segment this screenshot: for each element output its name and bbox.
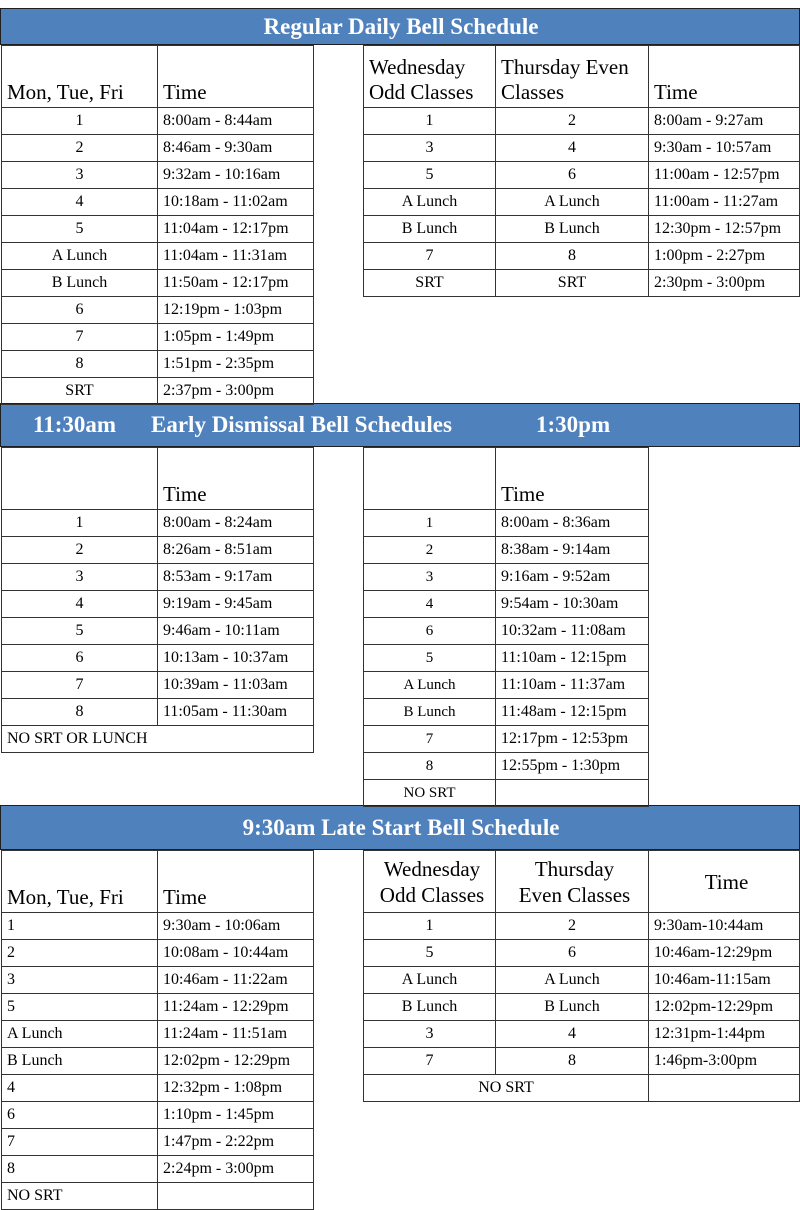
regular-right-row-4-col-2: 12:30pm - 12:57pm	[648, 215, 800, 243]
regular-left-row-2-col-0: 3	[1, 161, 158, 189]
early-right-row-1-col-0: 2	[363, 536, 496, 564]
regular-right-header-0: Wednesday Odd Classes	[363, 45, 496, 108]
early-dismissal-right-time: 1:30pm	[536, 412, 611, 437]
early-left-row-4-col-1: 9:46am - 10:11am	[157, 617, 314, 645]
late-left-row-8-col-1: 1:47pm - 2:22pm	[157, 1128, 314, 1156]
late-right-row-1-col-2: 10:46am-12:29pm	[648, 939, 800, 967]
late-right-row-1-col-0: 5	[363, 939, 496, 967]
regular-right-header-2: Time	[648, 45, 800, 108]
late-right-row-4-col-1: 4	[495, 1020, 649, 1048]
late-right-row-5-col-0: 7	[363, 1047, 496, 1075]
late-left-row-3-col-0: 5	[1, 993, 158, 1021]
early-right-row-6-col-1: 11:10am - 11:37am	[495, 671, 649, 699]
late-left-row-0-col-0: 1	[1, 912, 158, 940]
regular-left-row-7-col-1: 12:19pm - 1:03pm	[157, 296, 314, 324]
early-right-row-5-col-0: 5	[363, 644, 496, 672]
late-right-header-1: Thursday Even Classes	[495, 850, 649, 913]
early-left-row-3-col-0: 4	[1, 590, 158, 618]
regular-right-row-2-col-0: 5	[363, 161, 496, 189]
early-left-row-5-col-0: 6	[1, 644, 158, 672]
late-start-banner	[0, 805, 800, 850]
early-right-row-2-col-0: 3	[363, 563, 496, 591]
regular-left-row-10-col-1: 2:37pm - 3:00pm	[157, 377, 314, 405]
late-left-header-0: Mon, Tue, Fri	[1, 850, 158, 913]
regular-left-header-0: Mon, Tue, Fri	[1, 45, 158, 108]
regular-right-row-5-col-1: 8	[495, 242, 649, 270]
regular-right-row-2-col-1: 6	[495, 161, 649, 189]
regular-left-row-5-col-0: A Lunch	[1, 242, 158, 270]
early-left-row-1-col-1: 8:26am - 8:51am	[157, 536, 314, 564]
early-left-row-2-col-0: 3	[1, 563, 158, 591]
regular-schedule-banner	[0, 8, 800, 45]
late-left-row-2-col-0: 3	[1, 966, 158, 994]
late-left-row-7-col-0: 6	[1, 1101, 158, 1129]
late-right-footer: NO SRT	[363, 1074, 649, 1102]
early-left-row-4-col-0: 5	[1, 617, 158, 645]
late-left-footer: NO SRT	[1, 1182, 158, 1210]
regular-left-row-3-col-0: 4	[1, 188, 158, 216]
regular-right-row-2-col-2: 11:00am - 12:57pm	[648, 161, 800, 189]
late-right-row-3-col-0: B Lunch	[363, 993, 496, 1021]
early-dismissal-title: Early Dismissal Bell Schedules	[151, 412, 452, 437]
early-right-row-6-col-0: A Lunch	[363, 671, 496, 699]
early-right-header-1: Time	[495, 447, 649, 510]
early-left-row-0-col-0: 1	[1, 509, 158, 537]
early-right-row-1-col-1: 8:38am - 9:14am	[495, 536, 649, 564]
late-right-row-4-col-0: 3	[363, 1020, 496, 1048]
regular-right-row-1-col-0: 3	[363, 134, 496, 162]
early-right-row-9-col-1: 12:55pm - 1:30pm	[495, 752, 649, 780]
regular-right-row-3-col-0: A Lunch	[363, 188, 496, 216]
regular-left-row-9-col-1: 1:51pm - 2:35pm	[157, 350, 314, 378]
late-right-row-2-col-0: A Lunch	[363, 966, 496, 994]
late-right-footer-empty	[648, 1074, 800, 1102]
regular-left-row-8-col-0: 7	[1, 323, 158, 351]
early-right-footer-empty	[495, 779, 649, 807]
late-left-row-5-col-0: B Lunch	[1, 1047, 158, 1075]
early-left-row-0-col-1: 8:00am - 8:24am	[157, 509, 314, 537]
late-right-row-2-col-1: A Lunch	[495, 966, 649, 994]
regular-schedule-title: Regular Daily Bell Schedule	[263, 13, 539, 39]
late-left-row-1-col-1: 10:08am - 10:44am	[157, 939, 314, 967]
early-left-row-6-col-1: 10:39am - 11:03am	[157, 671, 314, 699]
early-right-row-4-col-0: 6	[363, 617, 496, 645]
regular-left-row-6-col-1: 11:50am - 12:17pm	[157, 269, 314, 297]
regular-left-row-1-col-1: 8:46am - 9:30am	[157, 134, 314, 162]
regular-right-row-0-col-0: 1	[363, 107, 496, 135]
late-start-title: 9:30am Late Start Bell Schedule	[242, 814, 560, 840]
regular-left-row-0-col-1: 8:00am - 8:44am	[157, 107, 314, 135]
late-left-row-9-col-0: 8	[1, 1155, 158, 1183]
late-right-row-1-col-1: 6	[495, 939, 649, 967]
late-right-row-2-col-2: 10:46am-11:15am	[648, 966, 800, 994]
late-right-row-0-col-0: 1	[363, 912, 496, 940]
early-left-header-1: Time	[157, 447, 314, 510]
regular-right-row-3-col-1: A Lunch	[495, 188, 649, 216]
late-right-header-2: Time	[648, 850, 800, 913]
early-left-row-7-col-1: 11:05am - 11:30am	[157, 698, 314, 726]
regular-left-row-0-col-0: 1	[1, 107, 158, 135]
regular-right-row-1-col-2: 9:30am - 10:57am	[648, 134, 800, 162]
early-right-row-5-col-1: 11:10am - 12:15pm	[495, 644, 649, 672]
late-left-row-5-col-1: 12:02pm - 12:29pm	[157, 1047, 314, 1075]
early-right-row-3-col-1: 9:54am - 10:30am	[495, 590, 649, 618]
regular-right-row-3-col-2: 11:00am - 11:27am	[648, 188, 800, 216]
regular-right-row-0-col-2: 8:00am - 9:27am	[648, 107, 800, 135]
early-left-row-3-col-1: 9:19am - 9:45am	[157, 590, 314, 618]
regular-right-row-4-col-0: B Lunch	[363, 215, 496, 243]
late-left-row-2-col-1: 10:46am - 11:22am	[157, 966, 314, 994]
late-left-row-4-col-1: 11:24am - 11:51am	[157, 1020, 314, 1048]
early-right-row-8-col-1: 12:17pm - 12:53pm	[495, 725, 649, 753]
late-left-row-6-col-1: 12:32pm - 1:08pm	[157, 1074, 314, 1102]
early-dismissal-banner	[0, 403, 800, 447]
regular-left-row-5-col-1: 11:04am - 11:31am	[157, 242, 314, 270]
early-right-row-9-col-0: 8	[363, 752, 496, 780]
early-right-row-4-col-1: 10:32am - 11:08am	[495, 617, 649, 645]
late-left-row-7-col-1: 1:10pm - 1:45pm	[157, 1101, 314, 1129]
regular-left-row-1-col-0: 2	[1, 134, 158, 162]
early-left-row-2-col-1: 8:53am - 9:17am	[157, 563, 314, 591]
early-right-row-3-col-0: 4	[363, 590, 496, 618]
regular-left-row-10-col-0: SRT	[1, 377, 158, 405]
late-left-row-8-col-0: 7	[1, 1128, 158, 1156]
regular-right-row-6-col-0: SRT	[363, 269, 496, 297]
regular-right-header-1: Thursday Even Classes	[495, 45, 649, 108]
early-left-footer: NO SRT OR LUNCH	[1, 725, 314, 753]
late-right-row-3-col-2: 12:02pm-12:29pm	[648, 993, 800, 1021]
regular-right-row-0-col-1: 2	[495, 107, 649, 135]
regular-right-row-5-col-2: 1:00pm - 2:27pm	[648, 242, 800, 270]
regular-left-row-8-col-1: 1:05pm - 1:49pm	[157, 323, 314, 351]
late-left-header-1: Time	[157, 850, 314, 913]
early-right-header-0	[363, 447, 496, 510]
regular-left-header-1: Time	[157, 45, 314, 108]
late-right-row-5-col-1: 8	[495, 1047, 649, 1075]
regular-left-row-2-col-1: 9:32am - 10:16am	[157, 161, 314, 189]
regular-left-row-7-col-0: 6	[1, 296, 158, 324]
regular-right-row-1-col-1: 4	[495, 134, 649, 162]
late-right-header-0: Wednesday Odd Classes	[363, 850, 496, 913]
late-right-row-5-col-2: 1:46pm-3:00pm	[648, 1047, 800, 1075]
late-left-row-4-col-0: A Lunch	[1, 1020, 158, 1048]
early-right-footer: NO SRT	[363, 779, 496, 807]
early-dismissal-left-time: 11:30am	[33, 412, 117, 437]
regular-left-row-4-col-0: 5	[1, 215, 158, 243]
early-right-row-2-col-1: 9:16am - 9:52am	[495, 563, 649, 591]
late-left-row-9-col-1: 2:24pm - 3:00pm	[157, 1155, 314, 1183]
early-left-header-0	[1, 447, 158, 510]
early-left-row-7-col-0: 8	[1, 698, 158, 726]
regular-right-row-6-col-2: 2:30pm - 3:00pm	[648, 269, 800, 297]
regular-left-row-3-col-1: 10:18am - 11:02am	[157, 188, 314, 216]
early-right-row-8-col-0: 7	[363, 725, 496, 753]
early-right-row-7-col-1: 11:48am - 12:15pm	[495, 698, 649, 726]
early-left-row-1-col-0: 2	[1, 536, 158, 564]
late-right-row-4-col-2: 12:31pm-1:44pm	[648, 1020, 800, 1048]
late-left-row-6-col-0: 4	[1, 1074, 158, 1102]
early-right-row-7-col-0: B Lunch	[363, 698, 496, 726]
late-left-row-0-col-1: 9:30am - 10:06am	[157, 912, 314, 940]
regular-left-row-4-col-1: 11:04am - 12:17pm	[157, 215, 314, 243]
late-left-row-1-col-0: 2	[1, 939, 158, 967]
early-left-row-5-col-1: 10:13am - 10:37am	[157, 644, 314, 672]
late-left-footer-empty	[157, 1182, 314, 1210]
late-right-row-0-col-1: 2	[495, 912, 649, 940]
regular-left-row-9-col-0: 8	[1, 350, 158, 378]
early-right-row-0-col-0: 1	[363, 509, 496, 537]
early-right-row-0-col-1: 8:00am - 8:36am	[495, 509, 649, 537]
regular-right-row-5-col-0: 7	[363, 242, 496, 270]
late-left-row-3-col-1: 11:24am - 12:29pm	[157, 993, 314, 1021]
late-right-row-0-col-2: 9:30am-10:44am	[648, 912, 800, 940]
early-left-row-6-col-0: 7	[1, 671, 158, 699]
regular-right-row-4-col-1: B Lunch	[495, 215, 649, 243]
regular-left-row-6-col-0: B Lunch	[1, 269, 158, 297]
regular-right-row-6-col-1: SRT	[495, 269, 649, 297]
late-right-row-3-col-1: B Lunch	[495, 993, 649, 1021]
